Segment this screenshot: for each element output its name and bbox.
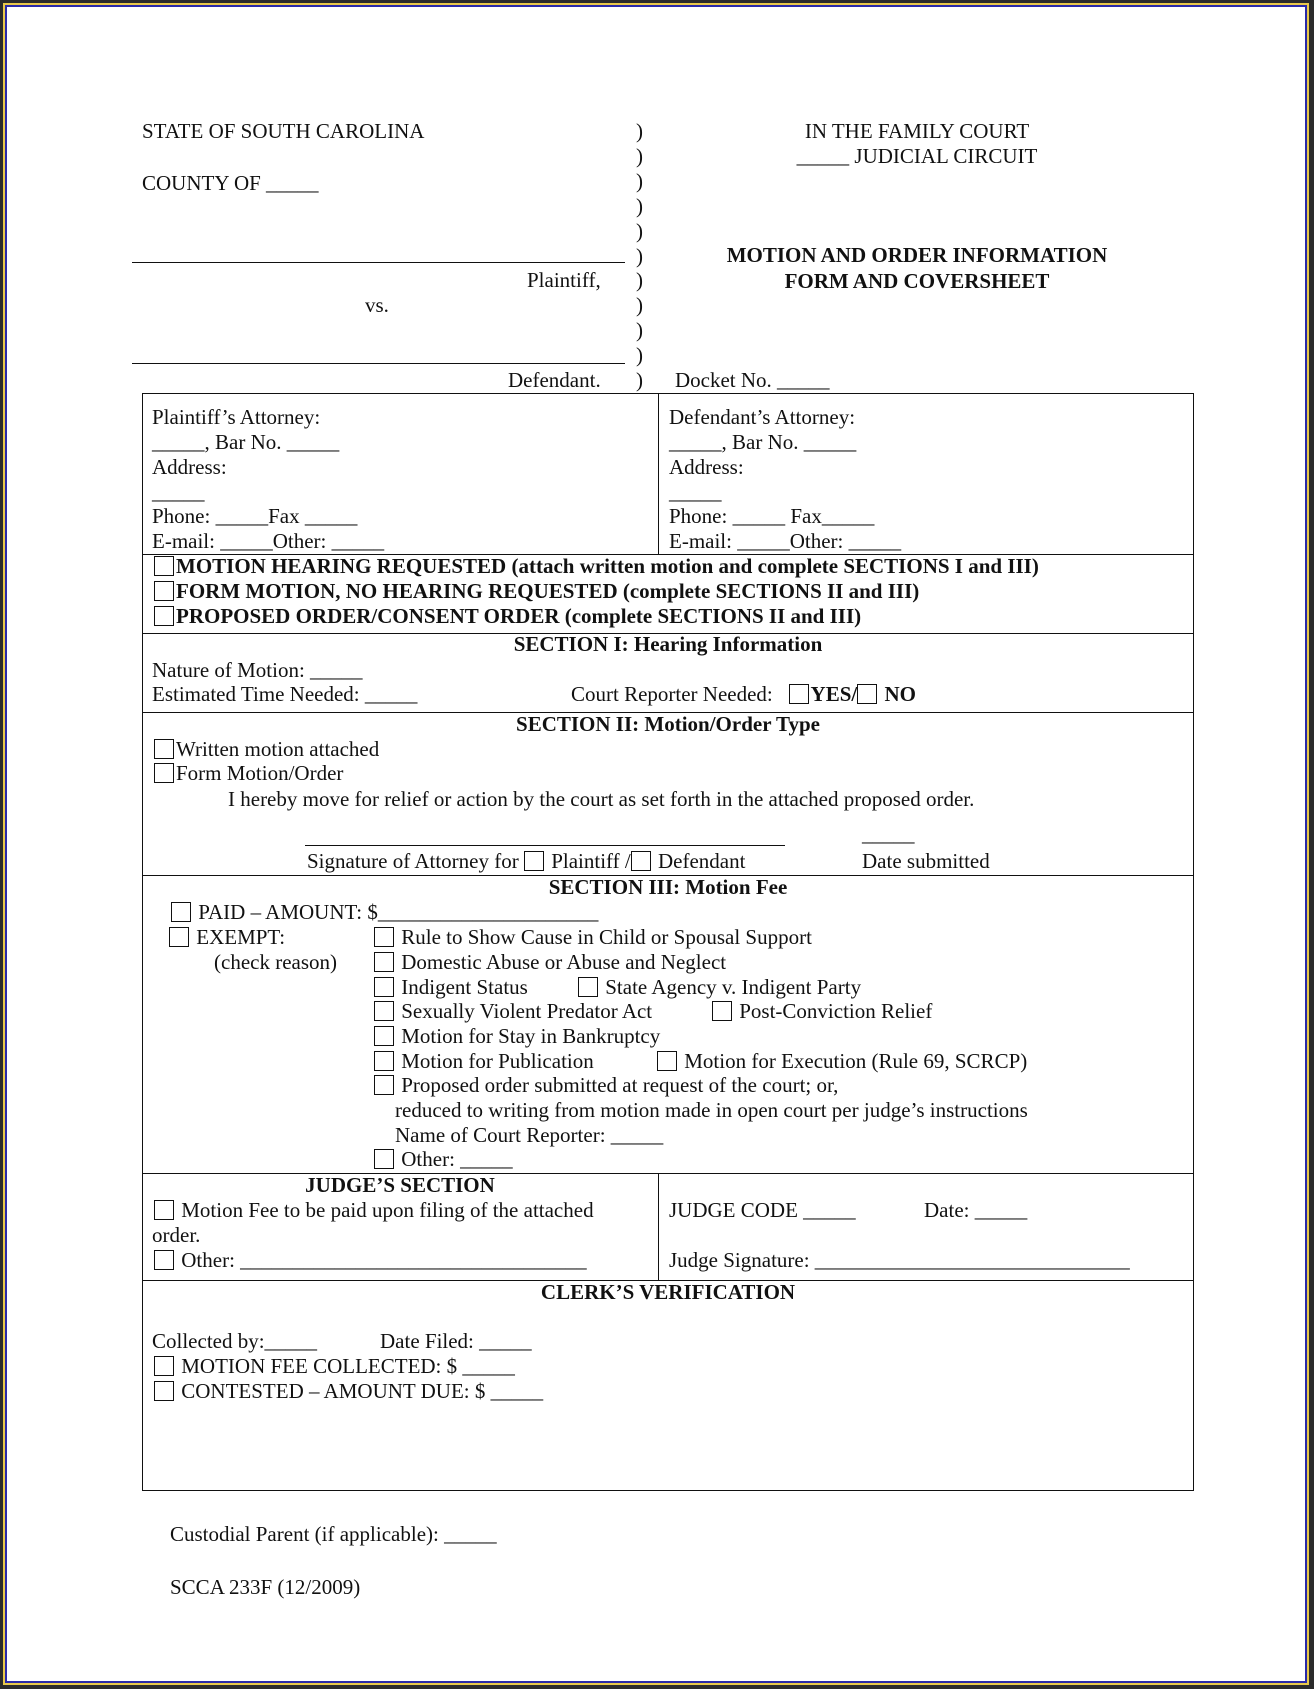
caption-paren: ) xyxy=(636,343,643,367)
nature-of-motion[interactable]: Nature of Motion: _____ xyxy=(152,658,363,682)
caption-paren: ) xyxy=(636,268,643,292)
judge-section-title: JUDGE’S SECTION xyxy=(305,1173,495,1197)
checkbox[interactable] xyxy=(712,1001,732,1021)
attorney-divider xyxy=(658,393,659,554)
clerk-section-title: CLERK’S VERIFICATION xyxy=(540,1280,796,1304)
form-page xyxy=(5,5,1307,1683)
caption-paren: ) xyxy=(636,144,643,168)
court-reporter-name[interactable]: Name of Court Reporter: _____ xyxy=(395,1123,664,1147)
reporter-no-checkbox[interactable] xyxy=(857,684,877,704)
sig-plaintiff-checkbox[interactable] xyxy=(524,851,544,871)
custodial-parent[interactable]: Custodial Parent (if applicable): _____ xyxy=(170,1522,497,1546)
defendant-attorney-address[interactable]: _____ xyxy=(669,480,722,504)
request-proposed-order[interactable]: PROPOSED ORDER/CONSENT ORDER (complete SECTIONS II and III) xyxy=(154,604,861,628)
checkbox[interactable] xyxy=(374,927,394,947)
request-form-motion[interactable]: FORM MOTION, NO HEARING REQUESTED (complete SECTIONS II and III) xyxy=(154,579,919,603)
attorney-signature-line[interactable] xyxy=(305,845,785,846)
caption-paren: ) xyxy=(636,219,643,243)
request-motion-hearing[interactable]: MOTION HEARING REQUESTED (attach written motion and complete SECTIONS I and III) xyxy=(154,554,1039,578)
plaintiff-attorney-phone[interactable]: Phone: _____Fax _____ xyxy=(152,504,358,528)
exempt-reason-option[interactable]: Post-Conviction Relief xyxy=(712,999,932,1023)
section3-title: SECTION III: Motion Fee xyxy=(548,875,788,899)
checkbox[interactable] xyxy=(578,977,598,997)
checkbox[interactable] xyxy=(374,1075,394,1095)
caption-paren: ) xyxy=(636,169,643,193)
section2-title: SECTION II: Motion/Order Type xyxy=(516,712,820,736)
collected-by[interactable]: Collected by:_____ xyxy=(152,1329,318,1353)
defendant-attorney-address-label: Address: xyxy=(669,455,744,479)
plaintiff-attorney-bar[interactable]: _____, Bar No. _____ xyxy=(152,430,340,454)
check-reason-label: (check reason) xyxy=(214,950,338,974)
plaintiff-attorney-title: Plaintiff’s Attorney: xyxy=(152,405,321,429)
exempt-reason-option[interactable]: State Agency v. Indigent Party xyxy=(578,975,861,999)
sig-defendant-checkbox[interactable] xyxy=(631,851,651,871)
exempt-reason-option[interactable]: Motion for Publication xyxy=(374,1049,594,1073)
judge-fee-option-cont: order. xyxy=(152,1223,201,1247)
form-motion-option[interactable]: Form Motion/Order xyxy=(154,761,343,785)
caption-paren: ) xyxy=(636,368,643,392)
county-label: COUNTY OF _____ xyxy=(142,171,319,195)
checkbox[interactable] xyxy=(154,1200,174,1220)
contested-amount[interactable]: CONTESTED – AMOUNT DUE: $ _____ xyxy=(154,1379,543,1403)
checkbox[interactable] xyxy=(374,977,394,997)
caption-paren: ) xyxy=(636,318,643,342)
state-label: STATE OF SOUTH CAROLINA xyxy=(142,119,425,143)
plaintiff-name-line[interactable] xyxy=(132,262,625,263)
exempt-reason-option[interactable]: Proposed order submitted at request of the court; or, xyxy=(374,1073,838,1097)
caption-paren: ) xyxy=(636,293,643,317)
exempt-reason-option[interactable]: Domestic Abuse or Abuse and Neglect xyxy=(374,950,726,974)
exempt-option[interactable]: EXEMPT: xyxy=(169,925,285,949)
judge-divider xyxy=(658,1173,659,1280)
plaintiff-attorney-address-label: Address: xyxy=(152,455,227,479)
form-subtitle: FORM AND COVERSHEET xyxy=(784,269,1050,293)
exempt-reason-option[interactable]: Indigent Status xyxy=(374,975,528,999)
section1-title: SECTION I: Hearing Information xyxy=(513,632,823,656)
date-submitted-label: Date submitted xyxy=(862,849,990,873)
plaintiff-attorney-email[interactable]: E-mail: _____Other: _____ xyxy=(152,529,385,553)
judge-code[interactable]: JUDGE CODE _____ xyxy=(669,1198,856,1222)
defendant-name-line[interactable] xyxy=(132,363,625,364)
exempt-reason-option[interactable]: Motion for Execution (Rule 69, SCRCP) xyxy=(657,1049,1027,1073)
court-reporter-needed: Court Reporter Needed: YES/ NO xyxy=(571,682,916,706)
estimated-time[interactable]: Estimated Time Needed: _____ xyxy=(152,682,418,706)
defendant-label: Defendant. xyxy=(508,368,601,392)
checkbox[interactable] xyxy=(154,606,174,626)
checkbox[interactable] xyxy=(154,739,174,759)
exempt-reason-other[interactable]: Other: _____ xyxy=(374,1147,513,1171)
judge-other-option[interactable]: Other: _________________________________ xyxy=(154,1248,587,1272)
caption-paren: ) xyxy=(636,194,643,218)
motion-fee-collected[interactable]: MOTION FEE COLLECTED: $ _____ xyxy=(154,1354,515,1378)
defendant-attorney-email[interactable]: E-mail: _____Other: _____ xyxy=(669,529,902,553)
caption-paren: ) xyxy=(636,119,643,143)
judge-date[interactable]: Date: _____ xyxy=(924,1198,1028,1222)
circuit-label: _____ JUDICIAL CIRCUIT xyxy=(796,144,1038,168)
paid-amount[interactable]: PAID – AMOUNT: $_____________________ xyxy=(171,900,598,924)
defendant-attorney-phone[interactable]: Phone: _____ Fax_____ xyxy=(669,504,875,528)
reduced-to-writing-text: reduced to writing from motion made in open court per judge’s instructions xyxy=(395,1098,1028,1122)
judge-signature[interactable]: Judge Signature: ______________________________ xyxy=(669,1248,1130,1272)
checkbox[interactable] xyxy=(154,1250,174,1270)
exempt-reason-option[interactable]: Motion for Stay in Bankruptcy xyxy=(374,1024,660,1048)
checkbox[interactable] xyxy=(154,1356,174,1376)
checkbox[interactable] xyxy=(657,1051,677,1071)
checkbox[interactable] xyxy=(154,763,174,783)
attorney-signature-label: Signature of Attorney for Plaintiff / Defendant xyxy=(307,849,746,873)
judge-fee-option[interactable]: Motion Fee to be paid upon filing of the attached xyxy=(154,1198,594,1222)
exempt-reason-option[interactable]: Sexually Violent Predator Act xyxy=(374,999,652,1023)
checkbox[interactable] xyxy=(154,581,174,601)
checkbox[interactable] xyxy=(374,1001,394,1021)
defendant-attorney-bar[interactable]: _____, Bar No. _____ xyxy=(669,430,857,454)
date-filed[interactable]: Date Filed: _____ xyxy=(380,1329,532,1353)
written-motion-option[interactable]: Written motion attached xyxy=(154,737,379,761)
checkbox[interactable] xyxy=(374,1026,394,1046)
plaintiff-attorney-address[interactable]: _____ xyxy=(152,480,205,504)
form-identifier: SCCA 233F (12/2009) xyxy=(170,1575,361,1599)
court-label: IN THE FAMILY COURT xyxy=(804,119,1030,143)
checkbox[interactable] xyxy=(374,952,394,972)
plaintiff-label: Plaintiff, xyxy=(527,268,601,292)
checkbox[interactable] xyxy=(171,902,191,922)
caption-paren: ) xyxy=(636,244,643,268)
reporter-yes-checkbox[interactable] xyxy=(789,684,809,704)
relief-statement: I hereby move for relief or action by the court as set forth in the attached proposed order. xyxy=(228,787,975,811)
date-submitted-blank[interactable]: _____ xyxy=(862,822,915,846)
vs-label: vs. xyxy=(365,293,389,317)
defendant-attorney-title: Defendant’s Attorney: xyxy=(669,405,856,429)
docket-number[interactable]: Docket No. _____ xyxy=(675,368,830,392)
checkbox[interactable] xyxy=(154,1381,174,1401)
checkbox[interactable] xyxy=(169,927,189,947)
checkbox[interactable] xyxy=(374,1051,394,1071)
form-title: MOTION AND ORDER INFORMATION xyxy=(726,243,1108,267)
checkbox[interactable] xyxy=(154,556,174,576)
exempt-reason-option[interactable]: Rule to Show Cause in Child or Spousal Support xyxy=(374,925,812,949)
checkbox[interactable] xyxy=(374,1149,394,1169)
